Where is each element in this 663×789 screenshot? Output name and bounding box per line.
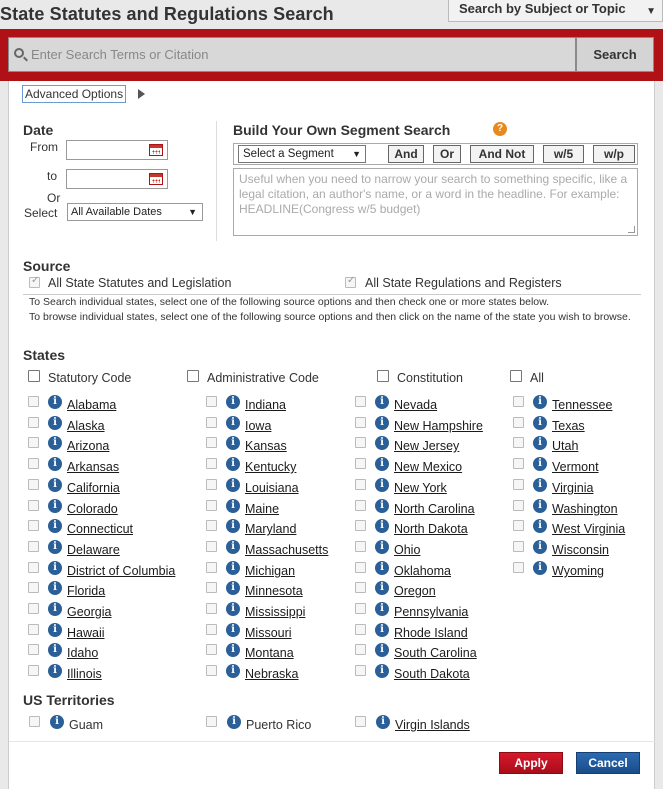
state-link-washington[interactable]: Washington	[552, 502, 618, 516]
state-checkbox-kentucky[interactable]	[206, 458, 217, 469]
info-icon[interactable]: i	[375, 561, 389, 575]
state-link-missouri[interactable]: Missouri	[245, 626, 292, 640]
segment-select[interactable]	[238, 145, 366, 163]
state-link-nebraska[interactable]: Nebraska	[245, 667, 299, 681]
info-icon[interactable]: i	[375, 664, 389, 678]
search-by-subject-label: Search by Subject or Topic	[459, 1, 626, 16]
state-link-oklahoma[interactable]: Oklahoma	[394, 564, 451, 578]
info-icon[interactable]: i	[48, 416, 62, 430]
state-link-wisconsin[interactable]: Wisconsin	[552, 543, 609, 557]
constitution-label: Constitution	[397, 371, 464, 385]
within-paragraph-button[interactable]: w/p	[593, 145, 635, 163]
state-checkbox-wyoming[interactable]	[513, 562, 524, 573]
date-from-input[interactable]	[66, 140, 168, 160]
state-link-south-dakota[interactable]: South Dakota	[394, 667, 470, 681]
state-checkbox-delaware[interactable]	[28, 541, 39, 552]
state-link-louisiana[interactable]: Louisiana	[245, 481, 299, 495]
info-icon[interactable]: i	[226, 643, 240, 657]
search-button[interactable]: Search	[576, 37, 654, 72]
page-title: State Statutes and Regulations Search	[0, 4, 334, 24]
info-icon[interactable]: i	[375, 623, 389, 637]
state-checkbox-louisiana[interactable]	[206, 479, 217, 490]
search-input[interactable]	[8, 37, 576, 72]
info-icon[interactable]: i	[227, 715, 241, 729]
help-icon[interactable]: ?	[493, 122, 507, 136]
source-note-browse: To browse individual states, select one of the following source options and then click on the name of the state you wish to browse.	[29, 311, 631, 323]
state-link-wyoming[interactable]: Wyoming	[552, 564, 604, 578]
state-checkbox-arkansas[interactable]	[28, 458, 39, 469]
state-link-utah[interactable]: Utah	[552, 439, 579, 453]
state-checkbox-colorado[interactable]	[28, 500, 39, 511]
advanced-options-dialog	[8, 81, 655, 789]
info-icon[interactable]: i	[533, 519, 547, 533]
state-link-maine[interactable]: Maine	[245, 502, 280, 516]
segment-search-heading: Build Your Own Segment Search	[233, 122, 451, 138]
info-icon[interactable]: i	[226, 457, 240, 471]
date-select-label: Select	[24, 206, 58, 220]
state-checkbox-arizona[interactable]	[28, 437, 39, 448]
state-checkbox-california[interactable]	[28, 479, 39, 490]
state-checkbox-alaska[interactable]	[28, 417, 39, 428]
info-icon[interactable]: i	[533, 499, 547, 513]
info-icon[interactable]: i	[48, 457, 62, 471]
state-checkbox-maine[interactable]	[206, 500, 217, 511]
info-icon[interactable]: i	[375, 478, 389, 492]
info-icon[interactable]: i	[50, 715, 64, 729]
info-icon[interactable]: i	[533, 457, 547, 471]
state-checkbox-north-dakota[interactable]	[355, 520, 366, 531]
info-icon[interactable]: i	[48, 561, 62, 575]
state-link-oregon[interactable]: Oregon	[394, 584, 436, 598]
state-checkbox-mississippi[interactable]	[206, 603, 217, 614]
or-button[interactable]: Or	[433, 145, 461, 163]
date-to-label: to	[47, 169, 58, 183]
apply-button[interactable]: Apply	[499, 752, 563, 774]
territory-puerto-rico[interactable]: Puerto Rico	[246, 718, 312, 732]
info-icon[interactable]: i	[226, 602, 240, 616]
info-icon[interactable]: i	[375, 499, 389, 513]
state-link-california[interactable]: California	[67, 481, 120, 495]
date-from-label: From	[30, 140, 58, 154]
info-icon[interactable]: i	[375, 540, 389, 554]
state-checkbox-virginia[interactable]	[513, 479, 524, 490]
state-link-ohio[interactable]: Ohio	[394, 543, 421, 557]
state-checkbox-missouri[interactable]	[206, 624, 217, 635]
state-link-kansas[interactable]: Kansas	[245, 439, 287, 453]
source-statutes-label: All State Statutes and Legislation	[48, 276, 232, 290]
state-link-illinois[interactable]: Illinois	[67, 667, 102, 681]
state-link-colorado[interactable]: Colorado	[67, 502, 118, 516]
state-link-michigan[interactable]: Michigan	[245, 564, 296, 578]
state-link-texas[interactable]: Texas	[552, 419, 585, 433]
state-checkbox-oklahoma[interactable]	[355, 562, 366, 573]
state-checkbox-texas[interactable]	[513, 417, 524, 428]
info-icon[interactable]: i	[226, 395, 240, 409]
state-checkbox-ohio[interactable]	[355, 541, 366, 552]
statutory-code-label: Statutory Code	[48, 371, 132, 385]
state-link-connecticut[interactable]: Connecticut	[67, 522, 134, 536]
info-icon[interactable]: i	[48, 478, 62, 492]
territory-guam[interactable]: Guam	[69, 718, 104, 732]
constitution-checkbox[interactable]	[377, 370, 389, 382]
date-range-select[interactable]	[67, 203, 203, 221]
state-link-south-carolina[interactable]: South Carolina	[394, 646, 477, 660]
resize-handle[interactable]	[628, 226, 635, 233]
divider	[9, 741, 656, 742]
state-link-montana[interactable]: Montana	[245, 646, 294, 660]
state-link-alaska[interactable]: Alaska	[67, 419, 105, 433]
state-link-virginia[interactable]: Virginia	[552, 481, 594, 495]
date-to-input[interactable]	[66, 169, 168, 189]
state-checkbox-utah[interactable]	[513, 437, 524, 448]
state-link-minnesota[interactable]: Minnesota	[245, 584, 303, 598]
info-icon[interactable]: i	[375, 395, 389, 409]
info-icon[interactable]: i	[375, 416, 389, 430]
info-icon[interactable]: i	[533, 540, 547, 554]
territory-virgin-islands[interactable]: Virgin Islands	[395, 718, 470, 732]
source-heading: Source	[23, 258, 71, 274]
within-5-button[interactable]: w/5	[543, 145, 584, 163]
state-link-vermont[interactable]: Vermont	[552, 460, 599, 474]
state-checkbox-iowa[interactable]	[206, 417, 217, 428]
state-checkbox-minnesota[interactable]	[206, 582, 217, 593]
state-link-florida[interactable]: Florida	[67, 584, 106, 598]
state-link-district-of-columbia[interactable]: District of Columbia	[67, 564, 176, 578]
state-checkbox-new-hampshire[interactable]	[355, 417, 366, 428]
territories-heading: US Territories	[23, 692, 115, 708]
state-checkbox-north-carolina[interactable]	[355, 500, 366, 511]
state-link-rhode-island[interactable]: Rhode Island	[394, 626, 468, 640]
info-icon[interactable]: i	[48, 664, 62, 678]
info-icon[interactable]: i	[48, 581, 62, 595]
info-icon[interactable]: i	[533, 395, 547, 409]
state-checkbox-oregon[interactable]	[355, 582, 366, 593]
territory-checkbox[interactable]	[29, 716, 40, 727]
info-icon[interactable]: i	[375, 436, 389, 450]
info-icon[interactable]: i	[226, 664, 240, 678]
info-icon[interactable]: i	[375, 457, 389, 471]
state-checkbox-wisconsin[interactable]	[513, 541, 524, 552]
date-range-value: All Available Dates	[71, 206, 162, 218]
info-icon[interactable]: i	[375, 602, 389, 616]
date-or-label: Or	[47, 191, 61, 205]
info-icon[interactable]: i	[48, 499, 62, 513]
arrow-right-icon[interactable]	[138, 89, 145, 99]
info-icon[interactable]: i	[376, 715, 390, 729]
state-link-new-mexico[interactable]: New Mexico	[394, 460, 463, 474]
cancel-button[interactable]: Cancel	[576, 752, 640, 774]
chevron-down-icon: ▼	[646, 6, 656, 17]
state-link-georgia[interactable]: Georgia	[67, 605, 112, 619]
state-checkbox-georgia[interactable]	[28, 603, 39, 614]
all-label: All	[530, 371, 544, 385]
info-icon[interactable]: i	[48, 643, 62, 657]
chevron-down-icon: ▼	[188, 207, 197, 217]
state-link-pennsylvania[interactable]: Pennsylvania	[394, 605, 469, 619]
source-regulations-checkbox[interactable]	[345, 277, 356, 288]
state-link-nevada[interactable]: Nevada	[394, 398, 438, 412]
state-link-north-dakota[interactable]: North Dakota	[394, 522, 468, 536]
advanced-options-toggle[interactable]: Advanced Options	[22, 85, 126, 103]
state-link-massachusetts[interactable]: Massachusetts	[245, 543, 329, 557]
state-checkbox-pennsylvania[interactable]	[355, 603, 366, 614]
state-link-tennessee[interactable]: Tennessee	[552, 398, 613, 412]
segment-select-value: Select a Segment	[243, 148, 334, 160]
state-checkbox-idaho[interactable]	[28, 644, 39, 655]
statutory-code-checkbox[interactable]	[28, 370, 40, 382]
state-checkbox-montana[interactable]	[206, 644, 217, 655]
state-link-mississippi[interactable]: Mississippi	[245, 605, 306, 619]
info-icon[interactable]: i	[533, 436, 547, 450]
search-icon	[14, 48, 24, 58]
info-icon[interactable]: i	[226, 499, 240, 513]
info-icon[interactable]: i	[226, 540, 240, 554]
state-link-iowa[interactable]: Iowa	[245, 419, 272, 433]
state-checkbox-connecticut[interactable]	[28, 520, 39, 531]
segment-textarea-placeholder: Useful when you need to narrow your search to something specific, like a legal citation, an author's name, or a word in the headline. For example: HEADLINE(Congress w/5 budget)	[239, 172, 628, 216]
all-checkbox[interactable]	[510, 370, 522, 382]
info-icon[interactable]: i	[375, 581, 389, 595]
state-link-new-hampshire[interactable]: New Hampshire	[394, 419, 483, 433]
search-by-subject-dropdown[interactable]	[448, 0, 663, 22]
state-checkbox-michigan[interactable]	[206, 562, 217, 573]
state-link-hawaii[interactable]: Hawaii	[67, 626, 105, 640]
source-note-search: To Search individual states, select one of the following source options and then check one or more states below.	[29, 296, 550, 308]
info-icon[interactable]: i	[533, 561, 547, 575]
state-link-arkansas[interactable]: Arkansas	[67, 460, 120, 474]
state-checkbox-nebraska[interactable]	[206, 665, 217, 676]
state-checkbox-south-dakota[interactable]	[355, 665, 366, 676]
state-checkbox-maryland[interactable]	[206, 520, 217, 531]
state-checkbox-indiana[interactable]	[206, 396, 217, 407]
info-icon[interactable]: i	[226, 436, 240, 450]
state-link-indiana[interactable]: Indiana	[245, 398, 287, 412]
state-checkbox-new-york[interactable]	[355, 479, 366, 490]
state-checkbox-hawaii[interactable]	[28, 624, 39, 635]
and-button[interactable]: And	[388, 145, 424, 163]
source-statutes-checkbox[interactable]	[29, 277, 40, 288]
state-link-west-virginia[interactable]: West Virginia	[552, 522, 626, 536]
state-checkbox-massachusetts[interactable]	[206, 541, 217, 552]
chevron-down-icon: ▼	[352, 149, 361, 159]
state-checkbox-west-virginia[interactable]	[513, 520, 524, 531]
info-icon[interactable]: i	[375, 519, 389, 533]
info-icon[interactable]: i	[226, 623, 240, 637]
info-icon[interactable]: i	[533, 416, 547, 430]
state-link-arizona[interactable]: Arizona	[67, 439, 110, 453]
states-heading: States	[23, 347, 66, 363]
state-checkbox-illinois[interactable]	[28, 665, 39, 676]
info-icon[interactable]: i	[375, 643, 389, 657]
territory-checkbox[interactable]	[206, 716, 217, 727]
administrative-code-checkbox[interactable]	[187, 370, 199, 382]
state-checkbox-new-jersey[interactable]	[355, 437, 366, 448]
info-icon[interactable]: i	[533, 478, 547, 492]
calendar-icon[interactable]	[149, 173, 163, 185]
info-icon[interactable]: i	[226, 581, 240, 595]
info-icon[interactable]: i	[48, 623, 62, 637]
divider	[216, 121, 217, 241]
info-icon[interactable]: i	[226, 519, 240, 533]
state-checkbox-south-carolina[interactable]	[355, 644, 366, 655]
state-checkbox-washington[interactable]	[513, 500, 524, 511]
info-icon[interactable]: i	[226, 416, 240, 430]
state-checkbox-vermont[interactable]	[513, 458, 524, 469]
state-checkbox-tennessee[interactable]	[513, 396, 524, 407]
date-heading: Date	[23, 122, 54, 138]
state-link-new-jersey[interactable]: New Jersey	[394, 439, 460, 453]
state-link-maryland[interactable]: Maryland	[245, 522, 297, 536]
state-checkbox-district-of-columbia[interactable]	[28, 562, 39, 573]
info-icon[interactable]: i	[48, 519, 62, 533]
info-icon[interactable]: i	[226, 561, 240, 575]
state-link-new-york[interactable]: New York	[394, 481, 447, 495]
state-checkbox-nevada[interactable]	[355, 396, 366, 407]
state-checkbox-florida[interactable]	[28, 582, 39, 593]
state-link-north-carolina[interactable]: North Carolina	[394, 502, 475, 516]
state-link-kentucky[interactable]: Kentucky	[245, 460, 297, 474]
info-icon[interactable]: i	[226, 478, 240, 492]
search-placeholder: Enter Search Terms or Citation	[31, 47, 209, 62]
state-link-idaho[interactable]: Idaho	[67, 646, 99, 660]
state-checkbox-new-mexico[interactable]	[355, 458, 366, 469]
segment-textarea[interactable]	[233, 168, 638, 236]
info-icon[interactable]: i	[48, 602, 62, 616]
and-not-button[interactable]: And Not	[470, 145, 534, 163]
state-checkbox-rhode-island[interactable]	[355, 624, 366, 635]
state-checkbox-kansas[interactable]	[206, 437, 217, 448]
calendar-icon[interactable]	[149, 144, 163, 156]
state-checkbox-alabama[interactable]	[28, 396, 39, 407]
info-icon[interactable]: i	[48, 395, 62, 409]
source-regulations-label: All State Regulations and Registers	[365, 276, 562, 290]
state-link-alabama[interactable]: Alabama	[67, 398, 117, 412]
info-icon[interactable]: i	[48, 436, 62, 450]
administrative-code-label: Administrative Code	[207, 371, 319, 385]
info-icon[interactable]: i	[48, 540, 62, 554]
territory-checkbox[interactable]	[355, 716, 366, 727]
state-link-delaware[interactable]: Delaware	[67, 543, 120, 557]
